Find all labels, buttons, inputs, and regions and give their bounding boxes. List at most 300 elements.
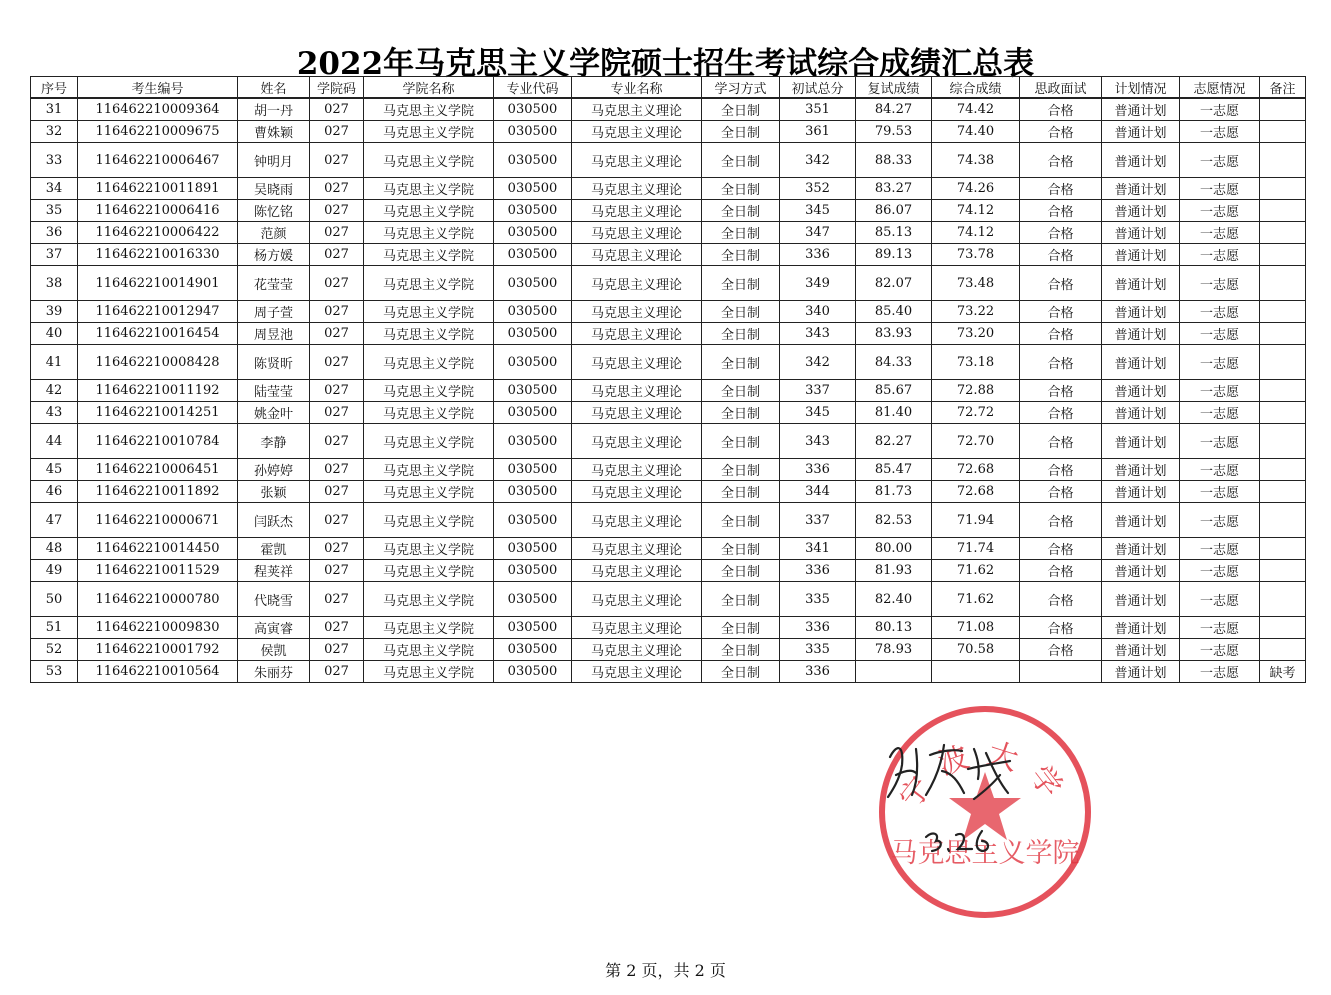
table-cell: 40 [31, 323, 78, 345]
table-row [31, 143, 1306, 178]
table-cell: 一志愿 [1180, 178, 1260, 200]
table-cell: 71.62 [932, 560, 1020, 582]
table-cell: 一志愿 [1180, 538, 1260, 560]
table-cell: 116462210012947 [78, 301, 238, 323]
column-header: 考生编号 [78, 77, 238, 99]
table-cell: 马克思主义学院 [364, 582, 494, 617]
table-row [31, 459, 1306, 481]
table-cell: 81.93 [856, 560, 932, 582]
table-cell: 85.40 [856, 301, 932, 323]
table-cell: 74.12 [932, 200, 1020, 222]
table-cell: 全日制 [702, 244, 780, 266]
table-cell: 85.67 [856, 380, 932, 402]
table-cell: 37 [31, 244, 78, 266]
table-cell: 027 [310, 402, 364, 424]
table-cell: 030500 [494, 121, 572, 143]
table-cell: 吴晓雨 [238, 178, 310, 200]
table-cell: 全日制 [702, 345, 780, 380]
table-cell: 030500 [494, 380, 572, 402]
table-cell: 合格 [1020, 143, 1102, 178]
table-cell: 合格 [1020, 617, 1102, 639]
table-header-row [31, 77, 1306, 99]
table-cell: 合格 [1020, 560, 1102, 582]
table-cell: 一志愿 [1180, 301, 1260, 323]
table-cell: 马克思主义理论 [572, 503, 702, 538]
table-cell: 343 [780, 323, 856, 345]
table-cell: 71.94 [932, 503, 1020, 538]
table-cell: 姚金叶 [238, 402, 310, 424]
table-cell: 张颖 [238, 481, 310, 503]
table-cell: 一志愿 [1180, 582, 1260, 617]
table-cell: 全日制 [702, 301, 780, 323]
column-header: 思政面试 [1020, 77, 1102, 99]
table-cell: 马克思主义理论 [572, 200, 702, 222]
table-cell: 53 [31, 661, 78, 683]
table-row [31, 560, 1306, 582]
table-cell: 336 [780, 617, 856, 639]
column-header: 志愿情况 [1180, 77, 1260, 99]
table-cell: 80.00 [856, 538, 932, 560]
table-cell: 全日制 [702, 200, 780, 222]
table-cell: 030500 [494, 538, 572, 560]
table-cell: 普通计划 [1102, 301, 1180, 323]
table-cell: 马克思主义理论 [572, 481, 702, 503]
table-cell: 027 [310, 424, 364, 459]
table-cell: 027 [310, 538, 364, 560]
column-header: 复试成绩 [856, 77, 932, 99]
table-cell: 合格 [1020, 121, 1102, 143]
table-cell: 80.13 [856, 617, 932, 639]
table-cell: 74.38 [932, 143, 1020, 178]
table-cell [932, 661, 1020, 683]
table-cell: 普通计划 [1102, 323, 1180, 345]
table-cell: 027 [310, 345, 364, 380]
table-cell: 027 [310, 639, 364, 661]
column-header: 初试总分 [780, 77, 856, 99]
table-row [31, 503, 1306, 538]
table-cell: 普通计划 [1102, 503, 1180, 538]
table-cell: 马克思主义理论 [572, 538, 702, 560]
table-cell: 34 [31, 178, 78, 200]
table-row [31, 538, 1306, 560]
table-cell: 030500 [494, 345, 572, 380]
table-cell: 马克思主义理论 [572, 121, 702, 143]
table-cell: 一志愿 [1180, 617, 1260, 639]
table-cell [1260, 266, 1306, 301]
table-cell: 一志愿 [1180, 481, 1260, 503]
table-cell [1260, 222, 1306, 244]
table-cell: 116462210011529 [78, 560, 238, 582]
table-cell: 027 [310, 503, 364, 538]
table-cell: 43 [31, 402, 78, 424]
table-cell: 336 [780, 244, 856, 266]
table-cell: 116462210016454 [78, 323, 238, 345]
table-cell: 030500 [494, 661, 572, 683]
table-cell: 马克思主义理论 [572, 301, 702, 323]
table-cell: 胡一丹 [238, 98, 310, 121]
seal-top-text: 宁波大学 [892, 735, 1078, 816]
table-cell: 马克思主义理论 [572, 345, 702, 380]
table-cell: 116462210001792 [78, 639, 238, 661]
table-cell [1260, 459, 1306, 481]
table-cell: 普通计划 [1102, 424, 1180, 459]
table-cell [1260, 244, 1306, 266]
table-cell: 030500 [494, 560, 572, 582]
table-cell: 030500 [494, 582, 572, 617]
table-row [31, 380, 1306, 402]
table-cell [1260, 143, 1306, 178]
table-row [31, 639, 1306, 661]
table-cell: 马克思主义学院 [364, 222, 494, 244]
table-cell: 合格 [1020, 481, 1102, 503]
table-cell: 马克思主义理论 [572, 143, 702, 178]
table-cell: 027 [310, 222, 364, 244]
table-cell: 合格 [1020, 323, 1102, 345]
table-cell: 马克思主义学院 [364, 481, 494, 503]
table-cell: 39 [31, 301, 78, 323]
table-cell: 343 [780, 424, 856, 459]
table-cell: 合格 [1020, 178, 1102, 200]
table-cell: 82.07 [856, 266, 932, 301]
table-cell [1260, 200, 1306, 222]
table-cell: 马克思主义理论 [572, 560, 702, 582]
table-cell: 一志愿 [1180, 98, 1260, 121]
table-cell: 027 [310, 143, 364, 178]
table-cell: 一志愿 [1180, 345, 1260, 380]
table-cell [1260, 380, 1306, 402]
table-cell: 高寅睿 [238, 617, 310, 639]
table-cell: 全日制 [702, 380, 780, 402]
table-cell: 50 [31, 582, 78, 617]
table-cell: 72.68 [932, 481, 1020, 503]
table-cell: 027 [310, 98, 364, 121]
table-cell: 闫跃杰 [238, 503, 310, 538]
table-cell: 73.22 [932, 301, 1020, 323]
table-cell: 116462210010784 [78, 424, 238, 459]
table-cell: 47 [31, 503, 78, 538]
table-cell: 86.07 [856, 200, 932, 222]
table-cell: 52 [31, 639, 78, 661]
table-cell: 一志愿 [1180, 323, 1260, 345]
table-cell: 合格 [1020, 538, 1102, 560]
table-cell: 85.13 [856, 222, 932, 244]
table-cell: 一志愿 [1180, 222, 1260, 244]
table-cell: 马克思主义理论 [572, 244, 702, 266]
table-cell: 马克思主义理论 [572, 98, 702, 121]
table-cell: 马克思主义学院 [364, 143, 494, 178]
table-cell: 116462210000780 [78, 582, 238, 617]
table-cell: 普通计划 [1102, 402, 1180, 424]
table-cell: 全日制 [702, 121, 780, 143]
table-cell: 普通计划 [1102, 459, 1180, 481]
table-cell: 合格 [1020, 402, 1102, 424]
table-cell: 一志愿 [1180, 143, 1260, 178]
table-cell: 马克思主义学院 [364, 301, 494, 323]
table-cell: 030500 [494, 323, 572, 345]
column-header: 计划情况 [1102, 77, 1180, 99]
table-cell: 030500 [494, 617, 572, 639]
table-cell: 马克思主义学院 [364, 538, 494, 560]
table-cell: 马克思主义学院 [364, 661, 494, 683]
column-header: 备注 [1260, 77, 1306, 99]
table-cell: 全日制 [702, 266, 780, 301]
table-row [31, 200, 1306, 222]
table-cell: 普通计划 [1102, 244, 1180, 266]
table-cell: 31 [31, 98, 78, 121]
table-cell: 马克思主义学院 [364, 402, 494, 424]
table-cell: 48 [31, 538, 78, 560]
table-cell [1260, 503, 1306, 538]
table-cell: 030500 [494, 244, 572, 266]
table-cell: 116462210009830 [78, 617, 238, 639]
table-row [31, 323, 1306, 345]
table-cell: 陆莹莹 [238, 380, 310, 402]
table-cell: 马克思主义理论 [572, 222, 702, 244]
table-cell: 代晓雪 [238, 582, 310, 617]
table-cell: 马克思主义理论 [572, 617, 702, 639]
table-cell [1260, 481, 1306, 503]
table-cell: 钟明月 [238, 143, 310, 178]
table-cell: 马克思主义学院 [364, 459, 494, 481]
table-cell: 027 [310, 178, 364, 200]
table-cell: 普通计划 [1102, 617, 1180, 639]
handwritten-signature-icon [882, 735, 1032, 865]
table-cell: 027 [310, 121, 364, 143]
table-cell: 116462210006422 [78, 222, 238, 244]
table-row [31, 244, 1306, 266]
table-cell: 027 [310, 323, 364, 345]
table-cell: 李静 [238, 424, 310, 459]
table-cell: 马克思主义理论 [572, 424, 702, 459]
table-cell: 马克思主义学院 [364, 380, 494, 402]
table-row [31, 121, 1306, 143]
table-cell: 352 [780, 178, 856, 200]
table-cell: 030500 [494, 200, 572, 222]
document-title: 2022年马克思主义学院硕士招生考试综合成绩汇总表 [296, 46, 1035, 82]
table-cell [1260, 345, 1306, 380]
table-cell: 一志愿 [1180, 244, 1260, 266]
table-cell: 普通计划 [1102, 538, 1180, 560]
table-cell: 全日制 [702, 178, 780, 200]
table-cell: 116462210011192 [78, 380, 238, 402]
table-cell: 027 [310, 560, 364, 582]
table-row [31, 301, 1306, 323]
table-cell: 花莹莹 [238, 266, 310, 301]
table-body [31, 98, 1306, 683]
table-cell: 73.18 [932, 345, 1020, 380]
table-cell: 116462210006467 [78, 143, 238, 178]
table-cell: 全日制 [702, 481, 780, 503]
column-header: 序号 [31, 77, 78, 99]
table-cell: 马克思主义理论 [572, 402, 702, 424]
table-cell: 42 [31, 380, 78, 402]
table-cell: 116462210010564 [78, 661, 238, 683]
table-cell: 83.27 [856, 178, 932, 200]
table-row [31, 661, 1306, 683]
table-cell: 马克思主义理论 [572, 661, 702, 683]
table-cell: 84.27 [856, 98, 932, 121]
table-cell: 030500 [494, 503, 572, 538]
table-cell: 72.72 [932, 402, 1020, 424]
table-cell: 78.93 [856, 639, 932, 661]
table-cell: 337 [780, 380, 856, 402]
table-cell: 72.70 [932, 424, 1020, 459]
table-cell: 027 [310, 380, 364, 402]
table-cell: 32 [31, 121, 78, 143]
table-cell [1260, 98, 1306, 121]
table-cell: 027 [310, 200, 364, 222]
table-cell: 马克思主义学院 [364, 178, 494, 200]
table-cell: 马克思主义理论 [572, 266, 702, 301]
table-cell: 027 [310, 266, 364, 301]
table-cell: 周昱池 [238, 323, 310, 345]
table-cell: 杨方媛 [238, 244, 310, 266]
table-cell: 全日制 [702, 639, 780, 661]
table-cell: 116462210008428 [78, 345, 238, 380]
table-cell: 陈忆铭 [238, 200, 310, 222]
score-table [30, 76, 1306, 683]
table-cell: 73.20 [932, 323, 1020, 345]
table-cell: 普通计划 [1102, 661, 1180, 683]
table-cell: 030500 [494, 222, 572, 244]
table-cell: 全日制 [702, 459, 780, 481]
table-cell: 88.33 [856, 143, 932, 178]
table-cell: 马克思主义理论 [572, 639, 702, 661]
table-cell: 普通计划 [1102, 222, 1180, 244]
column-header: 专业名称 [572, 77, 702, 99]
table-cell: 027 [310, 459, 364, 481]
table-cell: 46 [31, 481, 78, 503]
table-cell: 82.53 [856, 503, 932, 538]
table-cell: 马克思主义学院 [364, 345, 494, 380]
table-cell: 79.53 [856, 121, 932, 143]
table-cell: 马克思主义学院 [364, 244, 494, 266]
table-cell: 周子萱 [238, 301, 310, 323]
table-cell: 342 [780, 143, 856, 178]
table-cell: 一志愿 [1180, 121, 1260, 143]
table-cell: 027 [310, 244, 364, 266]
table-cell: 马克思主义理论 [572, 582, 702, 617]
column-header: 专业代码 [494, 77, 572, 99]
table-cell: 马克思主义理论 [572, 323, 702, 345]
table-cell: 霍凯 [238, 538, 310, 560]
table-cell: 030500 [494, 143, 572, 178]
table-cell: 337 [780, 503, 856, 538]
table-cell: 85.47 [856, 459, 932, 481]
table-cell: 马克思主义学院 [364, 98, 494, 121]
table-cell: 74.26 [932, 178, 1020, 200]
table-cell: 马克思主义学院 [364, 121, 494, 143]
table-cell: 345 [780, 402, 856, 424]
table-cell: 普通计划 [1102, 121, 1180, 143]
table-cell: 全日制 [702, 582, 780, 617]
column-header: 综合成绩 [932, 77, 1020, 99]
table-cell [1260, 560, 1306, 582]
table-cell: 030500 [494, 424, 572, 459]
table-cell: 全日制 [702, 617, 780, 639]
table-cell: 合格 [1020, 424, 1102, 459]
table-cell: 朱丽芬 [238, 661, 310, 683]
table-cell: 缺考 [1260, 661, 1306, 683]
table-row [31, 98, 1306, 121]
table-cell [1260, 121, 1306, 143]
table-cell: 全日制 [702, 503, 780, 538]
table-cell: 030500 [494, 301, 572, 323]
table-cell: 030500 [494, 481, 572, 503]
table-cell: 84.33 [856, 345, 932, 380]
table-cell: 普通计划 [1102, 178, 1180, 200]
table-cell [1260, 424, 1306, 459]
table-cell: 一志愿 [1180, 639, 1260, 661]
table-cell: 81.40 [856, 402, 932, 424]
table-cell: 36 [31, 222, 78, 244]
table-cell: 116462210014450 [78, 538, 238, 560]
table-cell: 030500 [494, 98, 572, 121]
table-row [31, 481, 1306, 503]
table-cell: 116462210014901 [78, 266, 238, 301]
table-cell: 116462210011892 [78, 481, 238, 503]
table-cell: 普通计划 [1102, 582, 1180, 617]
table-cell: 83.93 [856, 323, 932, 345]
table-cell: 合格 [1020, 266, 1102, 301]
table-cell: 合格 [1020, 301, 1102, 323]
table-cell: 71.62 [932, 582, 1020, 617]
table-cell: 336 [780, 459, 856, 481]
table-cell [856, 661, 932, 683]
table-cell: 全日制 [702, 560, 780, 582]
table-cell: 74.12 [932, 222, 1020, 244]
table-cell: 027 [310, 582, 364, 617]
table-cell: 116462210009364 [78, 98, 238, 121]
table-cell: 341 [780, 538, 856, 560]
table-cell [1260, 617, 1306, 639]
table-cell: 41 [31, 345, 78, 380]
table-cell: 普通计划 [1102, 639, 1180, 661]
table-cell: 335 [780, 639, 856, 661]
table-cell: 马克思主义学院 [364, 266, 494, 301]
table-cell: 马克思主义学院 [364, 200, 494, 222]
table-cell: 027 [310, 617, 364, 639]
table-cell: 一志愿 [1180, 560, 1260, 582]
table-cell: 116462210016330 [78, 244, 238, 266]
table-row [31, 345, 1306, 380]
table-cell: 一志愿 [1180, 459, 1260, 481]
table-cell: 027 [310, 481, 364, 503]
table-cell [1260, 323, 1306, 345]
table-cell: 马克思主义学院 [364, 560, 494, 582]
table-cell: 全日制 [702, 538, 780, 560]
table-cell: 普通计划 [1102, 345, 1180, 380]
table-cell: 74.42 [932, 98, 1020, 121]
table-cell: 一志愿 [1180, 503, 1260, 538]
table-cell: 合格 [1020, 380, 1102, 402]
table-cell: 030500 [494, 459, 572, 481]
table-cell: 马克思主义学院 [364, 323, 494, 345]
table-cell: 侯凯 [238, 639, 310, 661]
table-cell: 336 [780, 661, 856, 683]
table-cell: 一志愿 [1180, 200, 1260, 222]
table-cell: 74.40 [932, 121, 1020, 143]
table-cell: 44 [31, 424, 78, 459]
table-row [31, 222, 1306, 244]
table-cell: 345 [780, 200, 856, 222]
table-cell: 普通计划 [1102, 143, 1180, 178]
table-cell: 全日制 [702, 98, 780, 121]
table-cell: 全日制 [702, 323, 780, 345]
table-cell: 340 [780, 301, 856, 323]
table-cell: 030500 [494, 639, 572, 661]
table-cell: 116462210011891 [78, 178, 238, 200]
